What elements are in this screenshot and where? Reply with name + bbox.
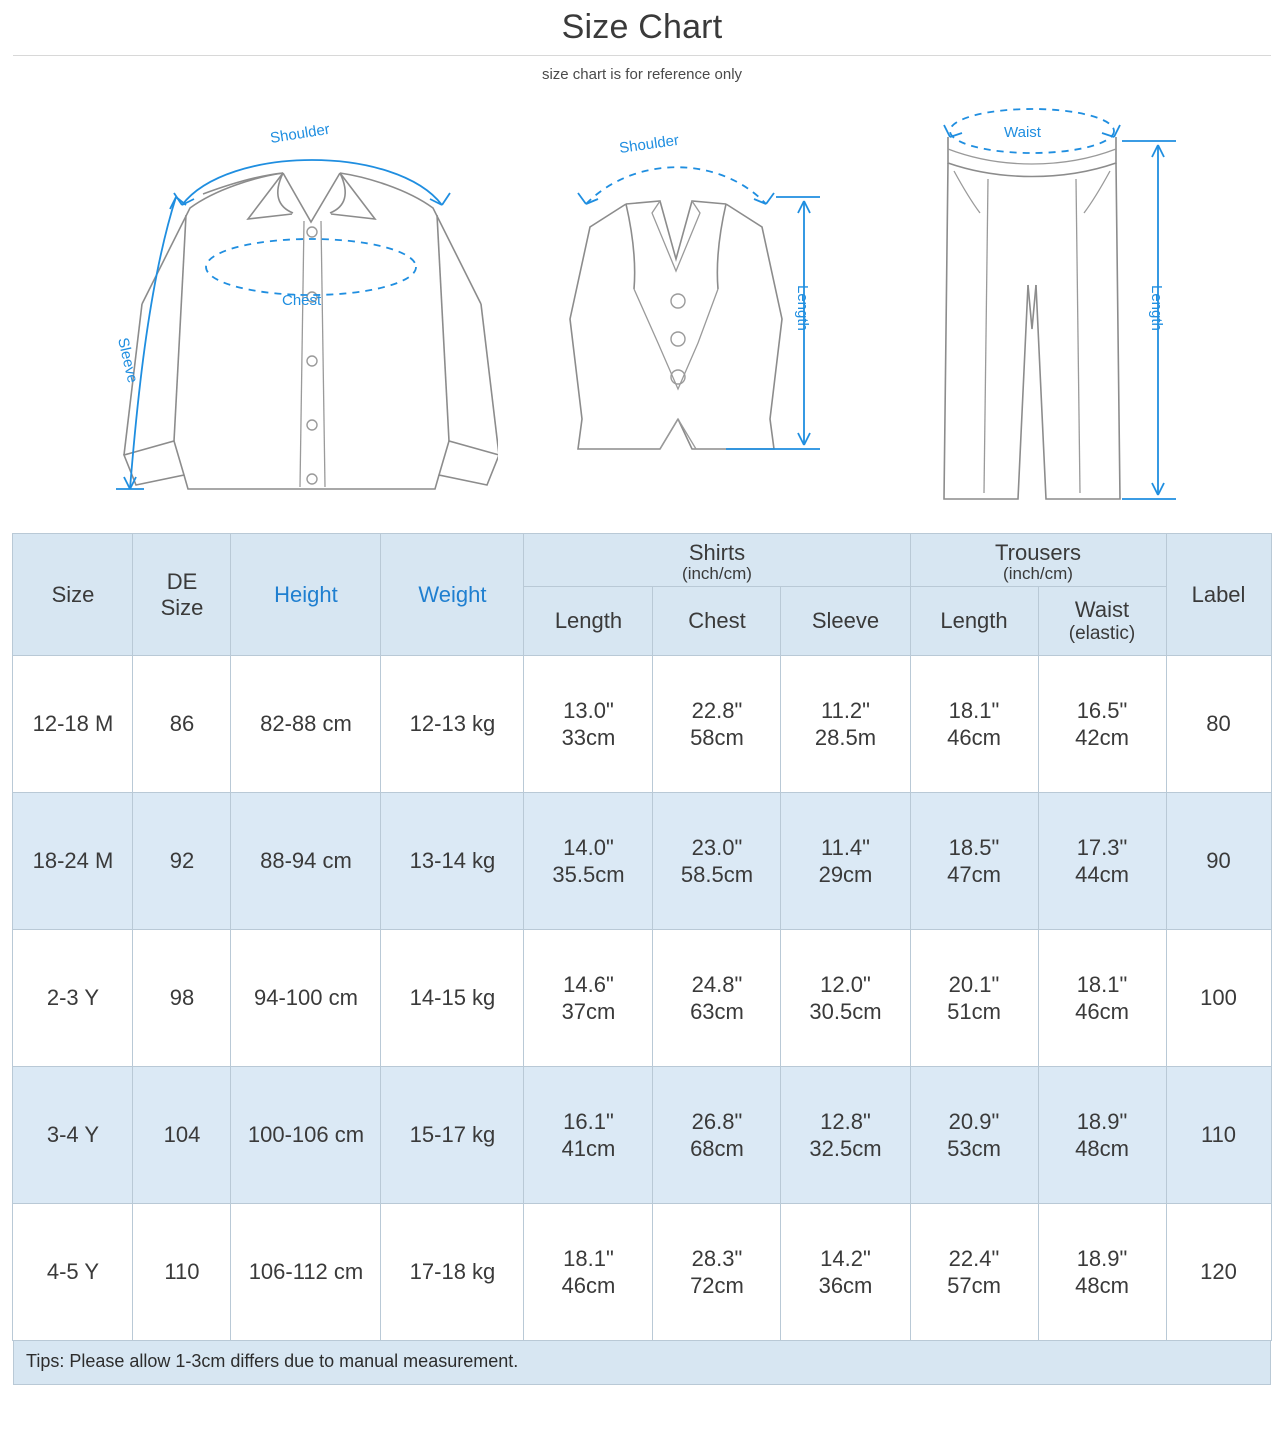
value-cm: 48cm: [1075, 1136, 1129, 1161]
value-cm: 53cm: [947, 1136, 1001, 1161]
shirt-sleeve-label: Sleeve: [114, 336, 141, 385]
trousers-length-label: Length: [1148, 285, 1165, 331]
value-cm: 36cm: [818, 1273, 873, 1298]
value-cm: 57cm: [947, 1273, 1001, 1298]
cell-label: 110: [1166, 1067, 1271, 1204]
col-header-shirt-length: Length: [524, 587, 653, 656]
cell-shirt-chest: [653, 930, 781, 1067]
value-cm: 46cm: [947, 725, 1001, 750]
cell-shirt-sleeve: [781, 1067, 910, 1204]
value-inch: 24.8": [691, 971, 743, 997]
value-cm: 63cm: [690, 999, 744, 1024]
value-inch: 13.0": [563, 697, 614, 723]
cell-trouser-length: [910, 656, 1038, 793]
value-cm: 44cm: [1075, 862, 1129, 887]
value-cm: 28.5m: [814, 725, 877, 750]
value-cm: 35.5cm: [552, 862, 625, 887]
value-cm: 72cm: [690, 1273, 744, 1298]
table-row: [13, 1204, 1271, 1341]
col-group-shirts-label: Shirts: [688, 540, 746, 565]
col-header-label: Label: [1166, 534, 1271, 656]
value-inch: 14.0": [563, 834, 614, 860]
value-inch: 28.3": [691, 1245, 743, 1271]
page-subtitle: size chart is for reference only: [541, 66, 743, 83]
cell-de: 86: [133, 656, 231, 793]
col-group-trousers: [910, 534, 1166, 587]
col-group-shirts: [524, 534, 910, 587]
col-group-shirts-unit: (inch/cm): [682, 564, 752, 583]
value-inch: 26.8": [691, 1108, 743, 1134]
cell-shirt-chest: [653, 1067, 781, 1204]
cell-shirt-sleeve: [781, 1204, 910, 1341]
cell-trouser-length: [910, 1204, 1038, 1341]
value-inch: 22.8": [691, 697, 743, 723]
col-header-shirt-chest: Chest: [653, 587, 781, 656]
cell-shirt-sleeve: [781, 930, 910, 1067]
value-cm: 68cm: [690, 1136, 744, 1161]
col-header-de-size-line1: DE: [166, 568, 198, 594]
cell-shirt-chest: [653, 793, 781, 930]
cell-size: 18-24 M: [13, 793, 133, 930]
cell-height: 106-112 cm: [231, 1204, 381, 1341]
cell-trouser-length: [910, 930, 1038, 1067]
col-header-shirt-sleeve: Sleeve: [781, 587, 910, 656]
value-inch: 20.1": [948, 971, 1000, 997]
col-group-trousers-unit: (inch/cm): [1003, 564, 1073, 583]
cell-shirt-chest: [653, 1204, 781, 1341]
vest-length-label: Length: [794, 285, 811, 331]
shirt-chest-label: Chest: [282, 292, 322, 309]
value-cm: 46cm: [561, 1273, 616, 1298]
value-inch: 18.9": [1076, 1245, 1128, 1271]
cell-label: 120: [1166, 1204, 1271, 1341]
cell-shirt-sleeve: [781, 793, 910, 930]
value-inch: 20.9": [948, 1108, 1000, 1134]
cell-label: 80: [1166, 656, 1271, 793]
cell-weight: 14-15 kg: [381, 930, 524, 1067]
vest-diagram: [530, 89, 860, 519]
cell-trouser-waist: [1038, 1204, 1166, 1341]
col-header-trouser-waist-note: (elastic): [1068, 623, 1136, 644]
cell-de: 92: [133, 793, 231, 930]
value-cm: 48cm: [1075, 1273, 1129, 1298]
col-header-size: Size: [13, 534, 133, 656]
cell-de: 104: [133, 1067, 231, 1204]
value-cm: 41cm: [561, 1136, 616, 1161]
cell-de: 98: [133, 930, 231, 1067]
cell-shirt-length: [524, 930, 653, 1067]
value-inch: 18.1": [948, 697, 1000, 723]
value-inch: 18.1": [563, 1245, 614, 1271]
value-inch: 12.8": [820, 1108, 871, 1134]
cell-height: 82-88 cm: [231, 656, 381, 793]
value-inch: 17.3": [1076, 834, 1128, 860]
value-inch: 16.5": [1076, 697, 1128, 723]
cell-shirt-length: [524, 793, 653, 930]
value-inch: 18.5": [948, 834, 1000, 860]
table-row: [13, 656, 1271, 793]
cell-trouser-waist: [1038, 930, 1166, 1067]
garment-diagrams: [0, 89, 1284, 529]
value-cm: 32.5cm: [809, 1136, 882, 1161]
value-inch: 16.1": [563, 1108, 614, 1134]
cell-shirt-length: [524, 1204, 653, 1341]
col-header-de-size: [133, 534, 231, 656]
shirt-shoulder-label: Shoulder: [268, 120, 331, 147]
cell-size: 12-18 M: [13, 656, 133, 793]
value-inch: 23.0": [691, 834, 743, 860]
col-header-trouser-length: Length: [910, 587, 1038, 656]
trousers-diagram: [900, 89, 1230, 529]
table-body: [13, 656, 1271, 1341]
shirt-diagram: [78, 89, 498, 519]
cell-trouser-length: [910, 793, 1038, 930]
col-header-trouser-waist-text: Waist: [1074, 597, 1130, 622]
table-row: [13, 930, 1271, 1067]
cell-de: 110: [133, 1204, 231, 1341]
value-inch: 14.2": [820, 1245, 871, 1271]
value-inch: 18.9": [1076, 1108, 1128, 1134]
cell-label: 100: [1166, 930, 1271, 1067]
value-cm: 33cm: [561, 725, 616, 750]
cell-height: 100-106 cm: [231, 1067, 381, 1204]
cell-trouser-waist: [1038, 1067, 1166, 1204]
cell-trouser-waist: [1038, 793, 1166, 930]
value-cm: 58.5cm: [680, 862, 754, 887]
col-header-height: Height: [231, 534, 381, 656]
value-inch: 11.4": [820, 834, 870, 860]
cell-trouser-waist: [1038, 656, 1166, 793]
col-header-trouser-waist: [1038, 587, 1166, 656]
table-head: [13, 534, 1271, 656]
cell-weight: 13-14 kg: [381, 793, 524, 930]
cell-shirt-chest: [653, 656, 781, 793]
value-cm: 29cm: [818, 862, 873, 887]
value-cm: 30.5cm: [809, 999, 882, 1024]
cell-shirt-length: [524, 656, 653, 793]
vest-shoulder-label: Shoulder: [618, 131, 681, 157]
value-cm: 37cm: [561, 999, 616, 1024]
cell-size: 4-5 Y: [13, 1204, 133, 1341]
cell-size: 2-3 Y: [13, 930, 133, 1067]
value-inch: 11.2": [820, 697, 870, 723]
col-header-de-size-line2: Size: [160, 594, 204, 620]
title-divider: [13, 55, 1271, 56]
cell-height: 94-100 cm: [231, 930, 381, 1067]
value-cm: 51cm: [947, 999, 1001, 1024]
table-row: [13, 1067, 1271, 1204]
value-cm: 42cm: [1075, 725, 1129, 750]
cell-weight: 15-17 kg: [381, 1067, 524, 1204]
cell-height: 88-94 cm: [231, 793, 381, 930]
trousers-waist-label: Waist: [1004, 124, 1041, 141]
table-row: [13, 793, 1271, 930]
value-cm: 47cm: [947, 862, 1001, 887]
cell-weight: 17-18 kg: [381, 1204, 524, 1341]
cell-shirt-length: [524, 1067, 653, 1204]
value-inch: 22.4": [948, 1245, 1000, 1271]
page-title: Size Chart: [561, 8, 723, 46]
cell-trouser-length: [910, 1067, 1038, 1204]
value-inch: 14.6": [563, 971, 614, 997]
tips-note: Tips: Please allow 1-3cm differs due to manual measurement.: [13, 1341, 1271, 1385]
value-inch: 18.1": [1076, 971, 1128, 997]
col-group-trousers-label: Trousers: [995, 540, 1081, 565]
size-table: [12, 533, 1271, 1341]
value-cm: 58cm: [690, 725, 744, 750]
value-cm: 46cm: [1075, 999, 1129, 1024]
cell-size: 3-4 Y: [13, 1067, 133, 1204]
cell-shirt-sleeve: [781, 656, 910, 793]
cell-weight: 12-13 kg: [381, 656, 524, 793]
cell-label: 90: [1166, 793, 1271, 930]
col-header-weight: Weight: [381, 534, 524, 656]
value-inch: 12.0": [820, 971, 871, 997]
